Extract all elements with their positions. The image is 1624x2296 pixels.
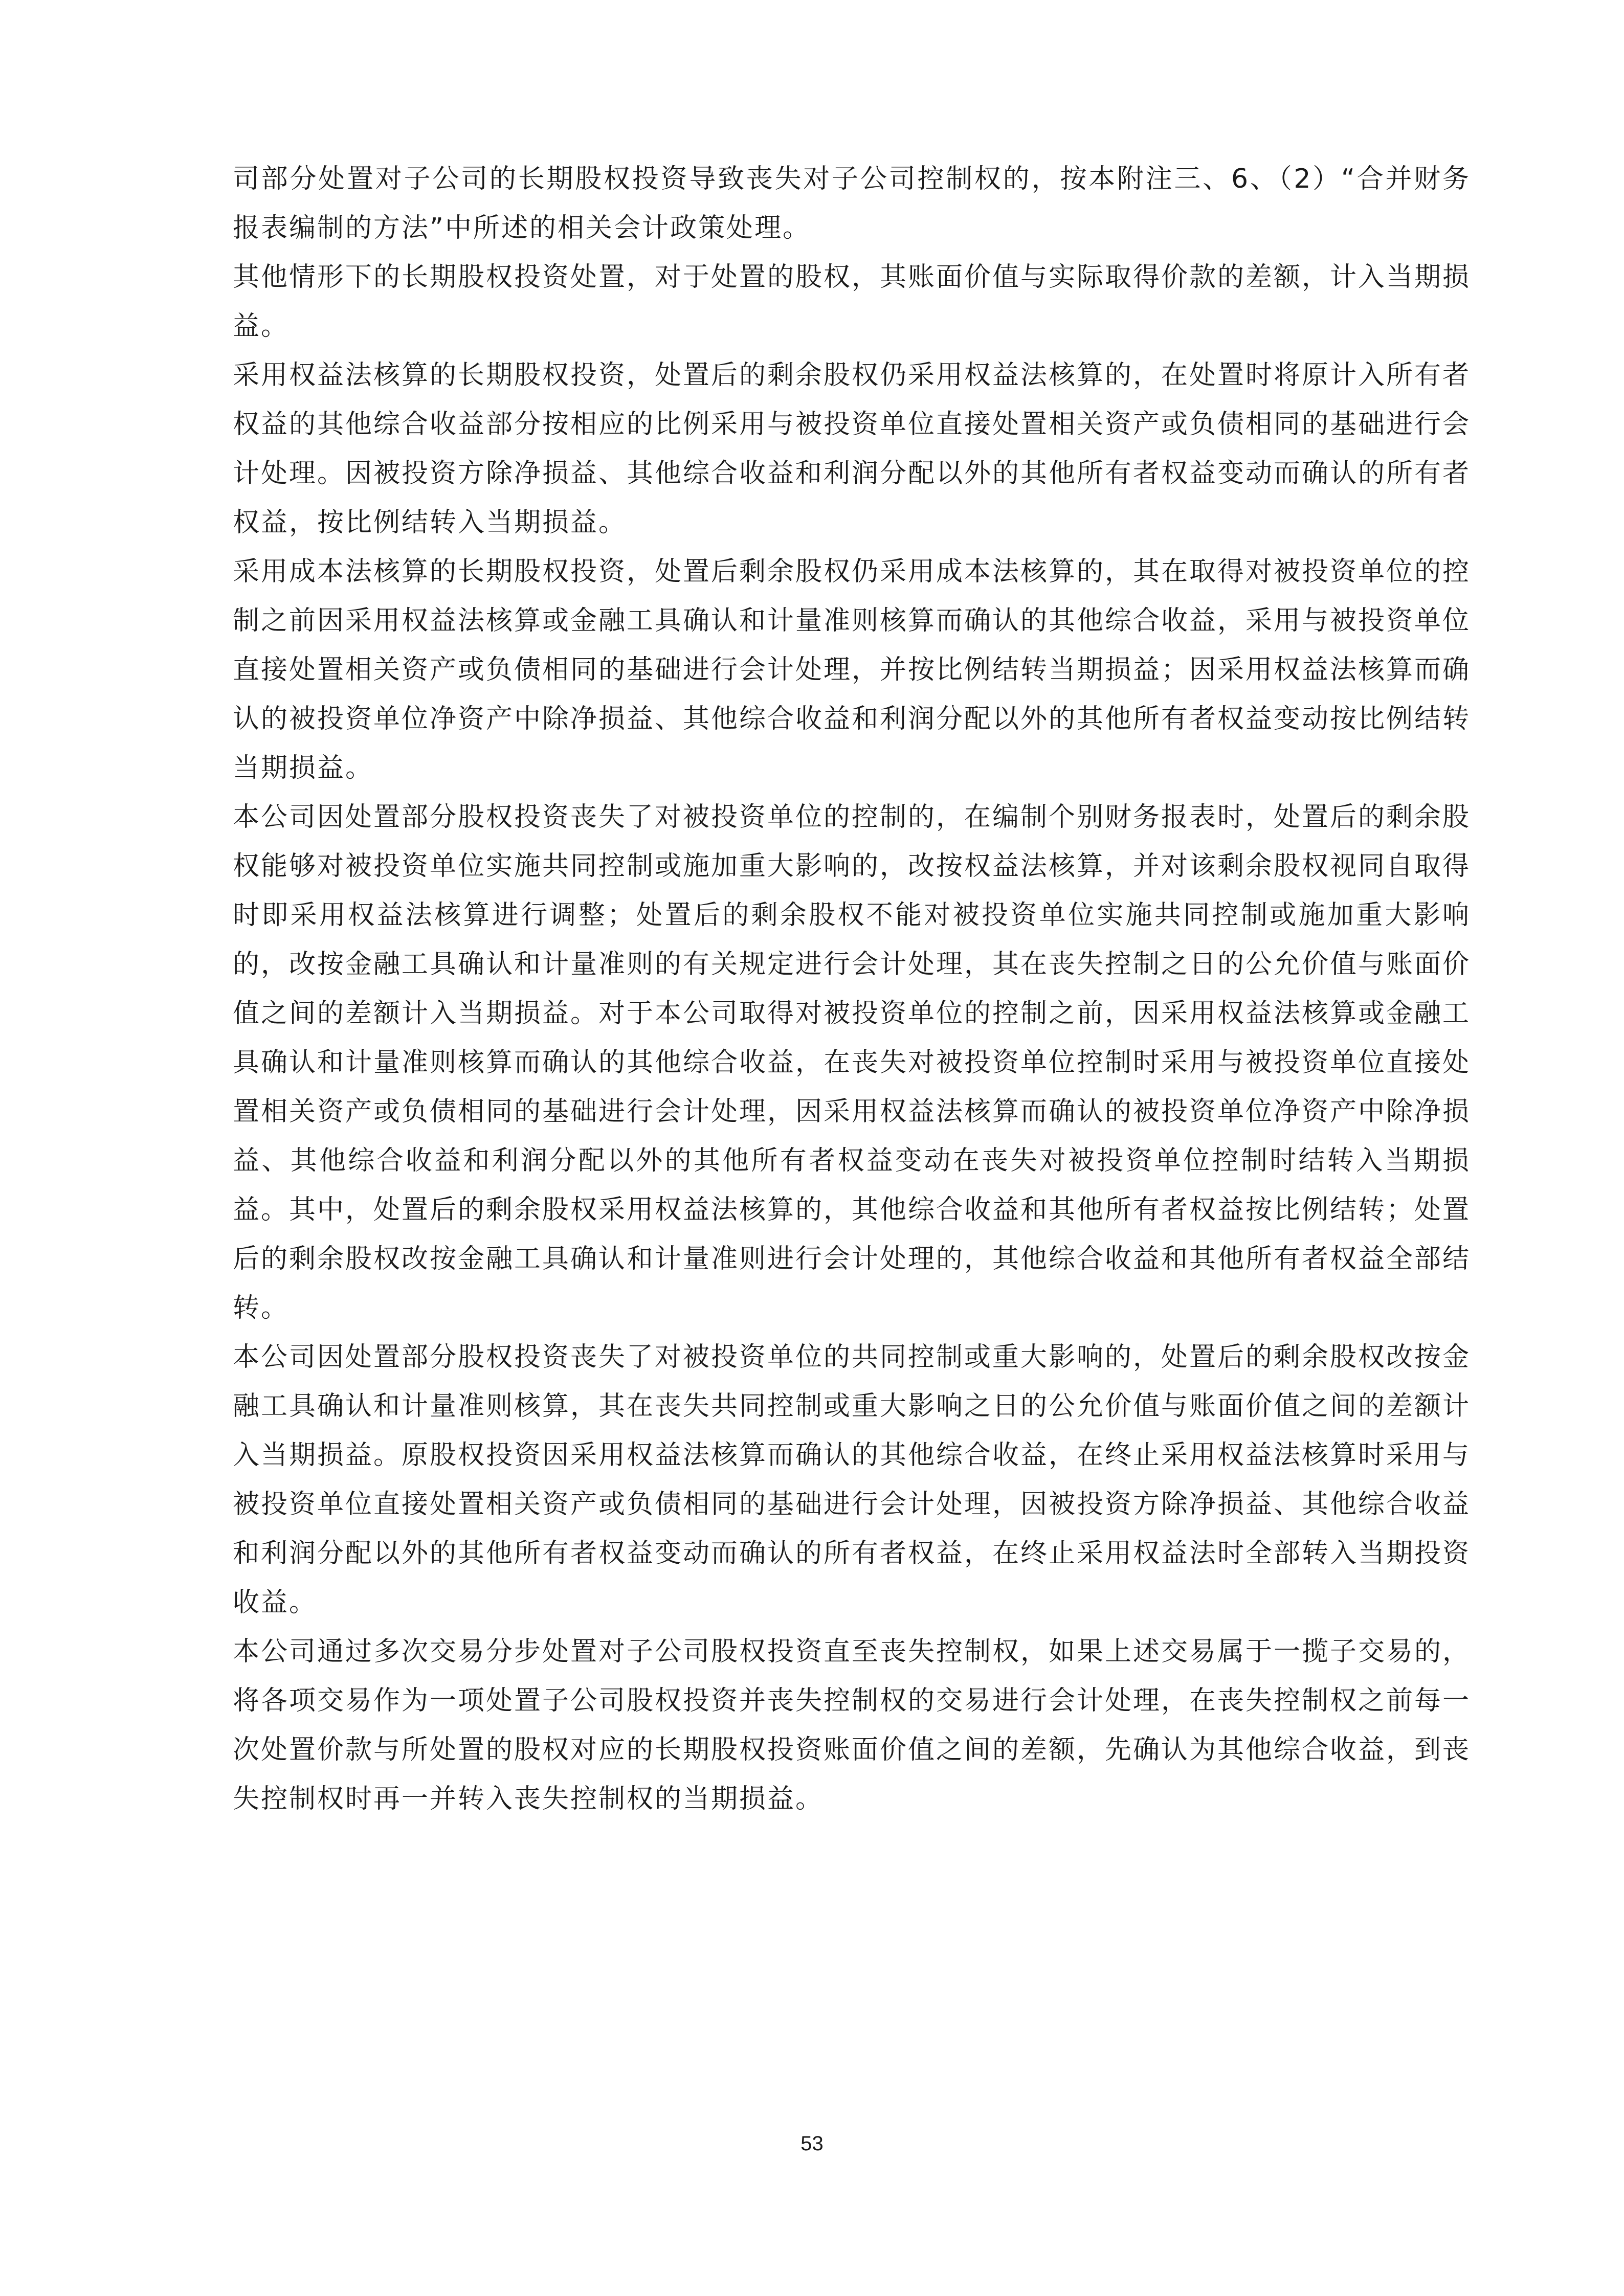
paragraph-equity-method-disposal: 采用权益法核算的长期股权投资，处置后的剩余股权仍采用权益法核算的，在处置时将原计入所有者权益的其他综合收益部分按相应的比例采用与被投资单位直接处置相关资产或负债相同的基础进行会计处理。因被投资方除净损益、其他综合收益和利润分配以外的其他所有者权益变动而确认的所有者权益，按比例结转入当期损益。 bbox=[233, 360, 1471, 538]
paragraph-disposal-loss-of-control: 司部分处置对子公司的长期股权投资导致丧失对子公司控制权的，按本附注三、6、（2）“合并财务报表编制的方法”中所述的相关会计政策处理。 bbox=[233, 164, 1471, 243]
page-number: 53 bbox=[800, 2132, 824, 2155]
paragraph-other-disposal: 其他情形下的长期股权投资处置，对于处置的股权，其账面价值与实际取得价款的差额，计入当期损益。 bbox=[233, 262, 1471, 342]
paragraph-partial-disposal-loss-of-control: 本公司因处置部分股权投资丧失了对被投资单位的控制的，在编制个别财务报表时，处置后的剩余股权能够对被投资单位实施共同控制或施加重大影响的，改按权益法核算，并对该剩余股权视同自取得时即采用权益法核算进行调整；处置后的剩余股权不能对被投资单位实施共同控制或施加重大影响的，改按金融工具确认和计量准则的有关规定进行会计处理，其在丧失控制之日的公允价值与账面价值之间的差额计入当期损益。对于本公司取得对被投资单位的控制之前，因采用权益法核算或金融工具确认和计量准则核算而确认的其他综合收益，在丧失对被投资单位控制时采用与被投资单位直接处置相关资产或负债相同的基础进行会计处理，因采用权益法核算而确认的被投资单位净资产中除净损益、其他综合收益和利润分配以外的其他所有者权益变动在丧失对被投资单位控制时结转入当期损益。其中，处置后的剩余股权采用权益法核算的，其他综合收益和其他所有者权益按比例结转；处置后的剩余股权改按金融工具确认和计量准则进行会计处理的，其他综合收益和其他所有者权益全部结转。 bbox=[233, 802, 1471, 1323]
paragraph-loss-of-joint-control: 本公司因处置部分股权投资丧失了对被投资单位的共同控制或重大影响的，处置后的剩余股权改按金融工具确认和计量准则核算，其在丧失共同控制或重大影响之日的公允价值与账面价值之间的差额计入当期损益。原股权投资因采用权益法核算而确认的其他综合收益，在终止采用权益法核算时采用与被投资单位直接处置相关资产或负债相同的基础进行会计处理，因被投资方除净损益、其他综合收益和利润分配以外的其他所有者权益变动而确认的所有者权益，在终止采用权益法时全部转入当期投资收益。 bbox=[233, 1342, 1471, 1618]
document-body bbox=[233, 154, 1471, 1824]
paragraph-step-disposal: 本公司通过多次交易分步处置对子公司股权投资直至丧失控制权，如果上述交易属于一揽子交易的，将各项交易作为一项处置子公司股权投资并丧失控制权的交易进行会计处理，在丧失控制权之前每一次处置价款与所处置的股权对应的长期股权投资账面价值之间的差额，先确认为其他综合收益，到丧失控制权时再一并转入丧失控制权的当期损益。 bbox=[233, 1636, 1471, 1814]
paragraph-cost-method-disposal: 采用成本法核算的长期股权投资，处置后剩余股权仍采用成本法核算的，其在取得对被投资单位的控制之前因采用权益法核算或金融工具确认和计量准则核算而确认的其他综合收益，采用与被投资单位直接处置相关资产或负债相同的基础进行会计处理，并按比例结转当期损益；因采用权益法核算而确认的被投资单位净资产中除净损益、其他综合收益和利润分配以外的其他所有者权益变动按比例结转当期损益。 bbox=[233, 556, 1471, 783]
